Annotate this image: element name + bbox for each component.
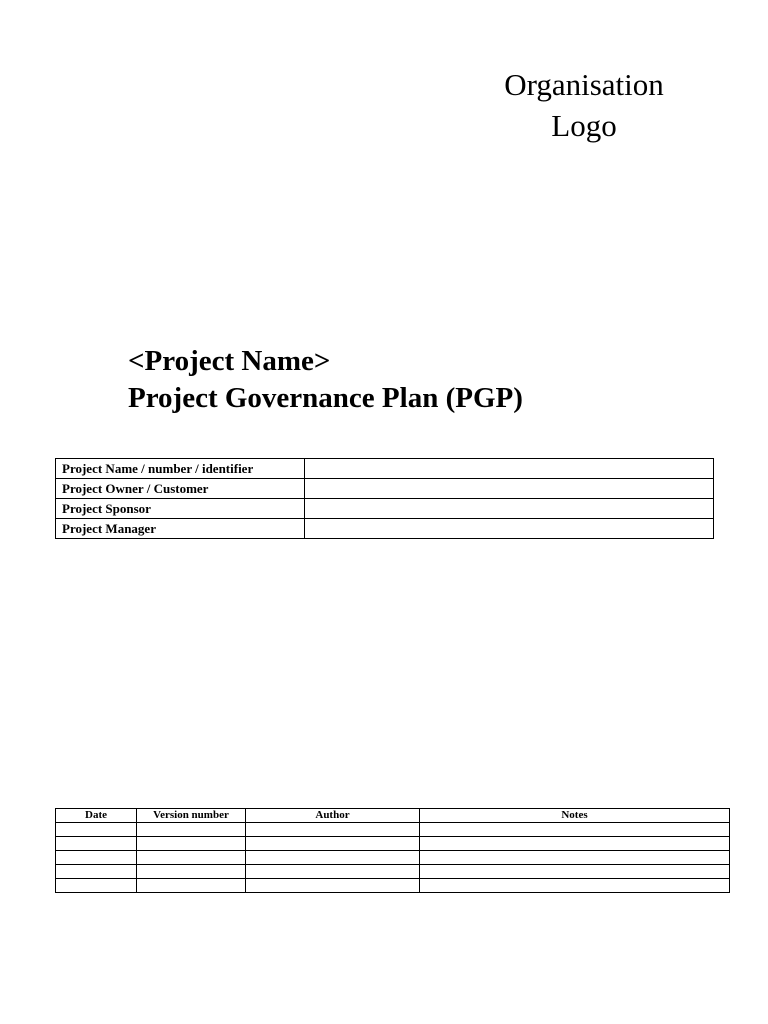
column-header-author: Author	[246, 809, 420, 823]
info-label: Project Owner / Customer	[56, 479, 305, 499]
author-cell[interactable]	[246, 851, 420, 865]
plan-title: Project Governance Plan (PGP)	[128, 382, 523, 414]
project-info-table	[55, 458, 714, 539]
notes-cell[interactable]	[420, 879, 730, 893]
info-value-cell[interactable]	[305, 499, 714, 519]
table-row	[56, 459, 714, 479]
info-label: Project Name / number / identifier	[56, 459, 305, 479]
notes-cell[interactable]	[420, 865, 730, 879]
column-header-date: Date	[56, 809, 137, 823]
table-row	[56, 519, 714, 539]
date-cell[interactable]	[56, 865, 137, 879]
table-row	[56, 479, 714, 499]
author-cell[interactable]	[246, 823, 420, 837]
table-header-row	[56, 809, 730, 823]
table-row	[56, 837, 730, 851]
version-history-table	[55, 808, 730, 893]
info-value-cell[interactable]	[305, 479, 714, 499]
version-cell[interactable]	[137, 879, 246, 893]
date-cell[interactable]	[56, 851, 137, 865]
info-label: Project Manager	[56, 519, 305, 539]
info-value-cell[interactable]	[305, 519, 714, 539]
date-cell[interactable]	[56, 879, 137, 893]
column-header-version: Version number	[137, 809, 246, 823]
notes-cell[interactable]	[420, 837, 730, 851]
author-cell[interactable]	[246, 865, 420, 879]
notes-cell[interactable]	[420, 823, 730, 837]
table-row	[56, 879, 730, 893]
date-cell[interactable]	[56, 823, 137, 837]
table-row	[56, 865, 730, 879]
author-cell[interactable]	[246, 837, 420, 851]
project-name-placeholder: <Project Name>	[128, 345, 331, 377]
table-row	[56, 851, 730, 865]
logo-line-2: Logo	[551, 108, 617, 143]
date-cell[interactable]	[56, 837, 137, 851]
info-value-cell[interactable]	[305, 459, 714, 479]
author-cell[interactable]	[246, 879, 420, 893]
version-cell[interactable]	[137, 837, 246, 851]
column-header-notes: Notes	[420, 809, 730, 823]
logo-line-1: Organisation	[504, 67, 664, 102]
version-cell[interactable]	[137, 823, 246, 837]
version-cell[interactable]	[137, 851, 246, 865]
organisation-logo-placeholder	[484, 64, 684, 146]
table-row	[56, 499, 714, 519]
table-row	[56, 823, 730, 837]
document-title	[128, 343, 523, 417]
info-label: Project Sponsor	[56, 499, 305, 519]
version-cell[interactable]	[137, 865, 246, 879]
notes-cell[interactable]	[420, 851, 730, 865]
